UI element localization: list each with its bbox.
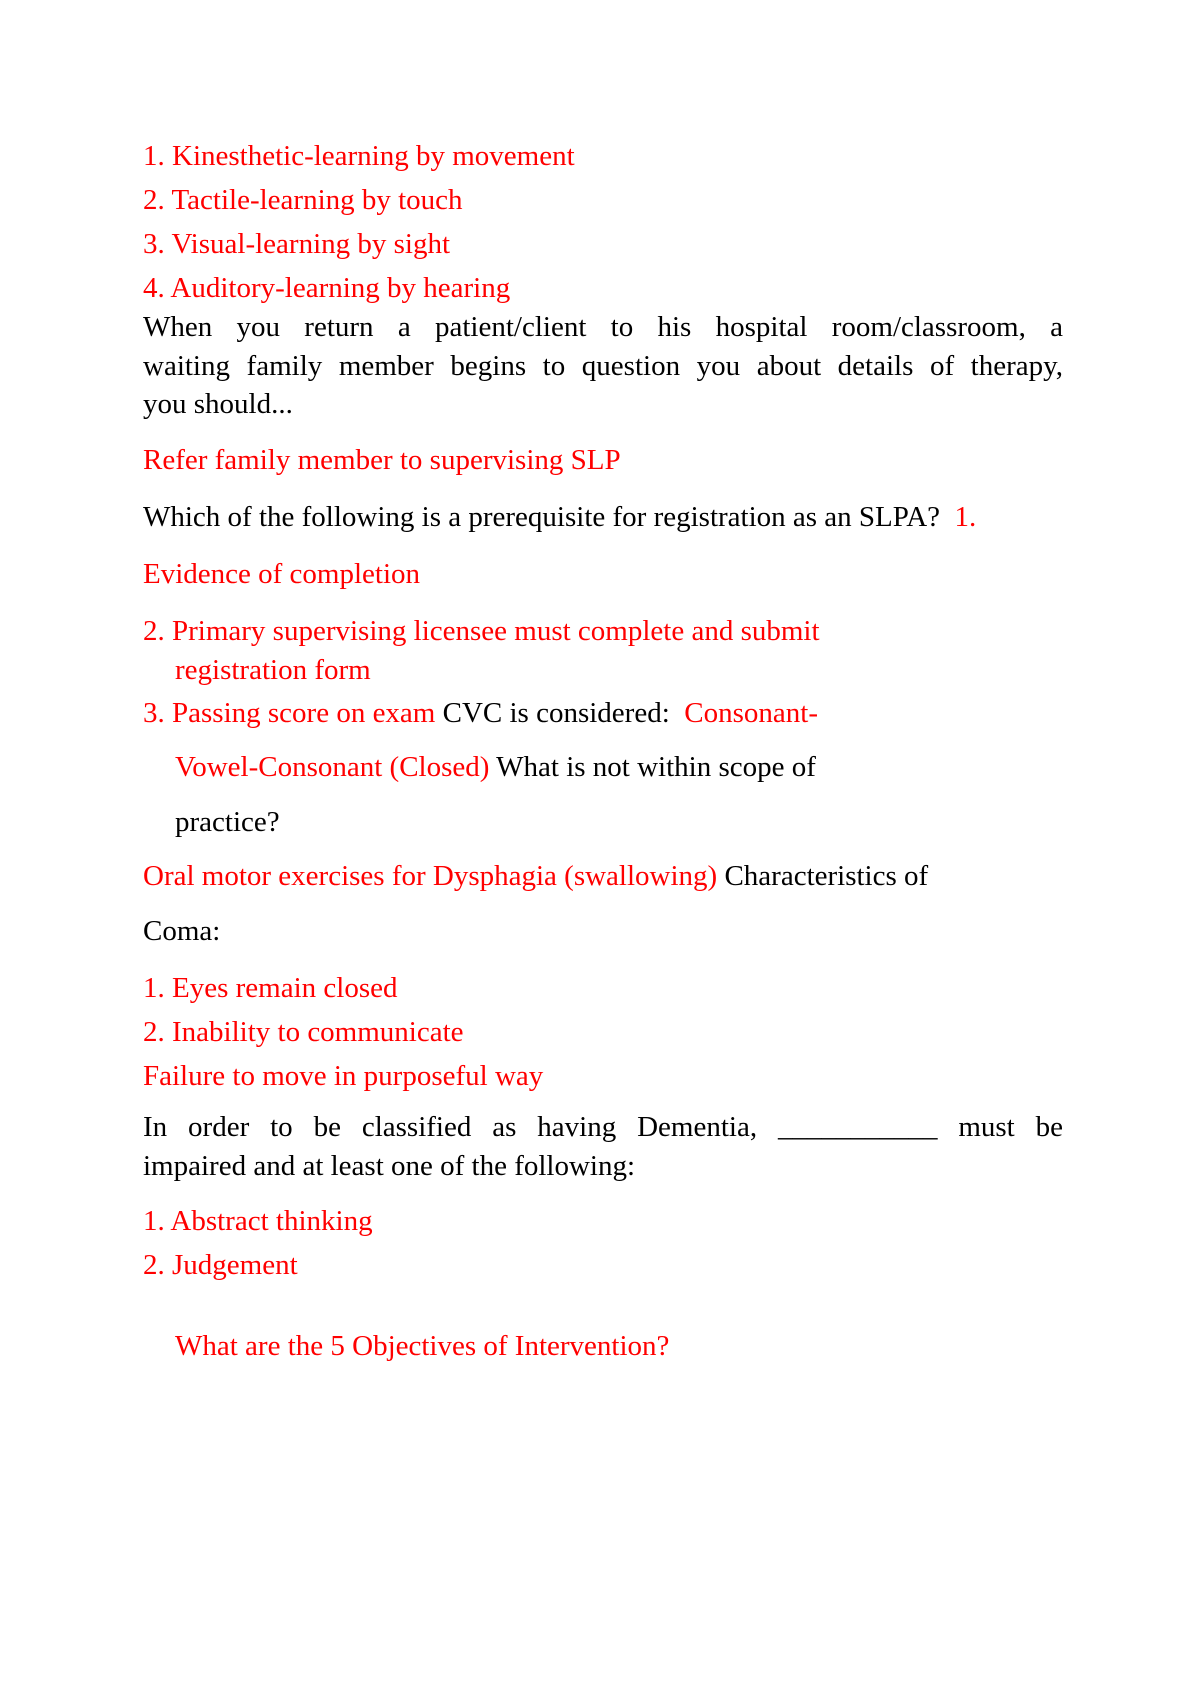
cvc-scope-line (175, 753, 816, 782)
registration-answer: 3. Passing score on exam (143, 697, 436, 729)
scope-answer: Oral motor exercises for Dysphagia (swallowing) (143, 860, 718, 892)
cvc-question: CVC is considered: (442, 697, 670, 729)
family-question-line: When you return a patient/client to his hospital room/classroom, a (143, 311, 1063, 343)
scope-coma-line (143, 862, 928, 891)
learning-style-item: 1. Kinesthetic-learning by movement (143, 140, 575, 172)
coma-answer: 1. Eyes remain closed (143, 972, 398, 1004)
registration-question-text: Which of the following is a prerequisite for registration as an SLPA? (143, 501, 941, 533)
dementia-question-line: impaired and at least one of the following: (143, 1150, 636, 1182)
coma-question: Coma: (143, 915, 221, 947)
registration-answer: Evidence of completion (143, 558, 421, 590)
registration-answer: registration form (175, 654, 371, 686)
registration-question (143, 503, 976, 532)
registration-cvc-line (143, 699, 818, 728)
learning-style-item: 3. Visual-learning by sight (143, 228, 451, 260)
scope-question: What is not within scope of (496, 751, 816, 783)
dementia-question-line: In order to be classified as having Dementia, ___________ must be (143, 1111, 1063, 1143)
family-answer: Refer family member to supervising SLP (143, 444, 621, 476)
coma-answer: 2. Inability to communicate (143, 1016, 464, 1048)
coma-question: Characteristics of (724, 860, 929, 892)
dementia-answer: 1. Abstract thinking (143, 1205, 373, 1237)
learning-style-item: 2. Tactile-learning by touch (143, 184, 463, 216)
coma-answer: Failure to move in purposeful way (143, 1060, 544, 1092)
registration-answer-number: 1. (954, 501, 977, 533)
cvc-answer: Vowel-Consonant (Closed) (175, 751, 490, 783)
cvc-answer: Consonant- (684, 697, 818, 729)
learning-style-item: 4. Auditory-learning by hearing (143, 272, 511, 304)
dementia-answer: 2. Judgement (143, 1249, 298, 1281)
registration-answer: 2. Primary supervising licensee must complete and submit (143, 615, 820, 647)
family-question-line: waiting family member begins to question you about details of therapy, (143, 350, 1063, 382)
scope-question: practice? (175, 806, 280, 838)
objectives-question: What are the 5 Objectives of Intervention? (175, 1330, 670, 1362)
family-question-line: you should... (143, 388, 293, 420)
